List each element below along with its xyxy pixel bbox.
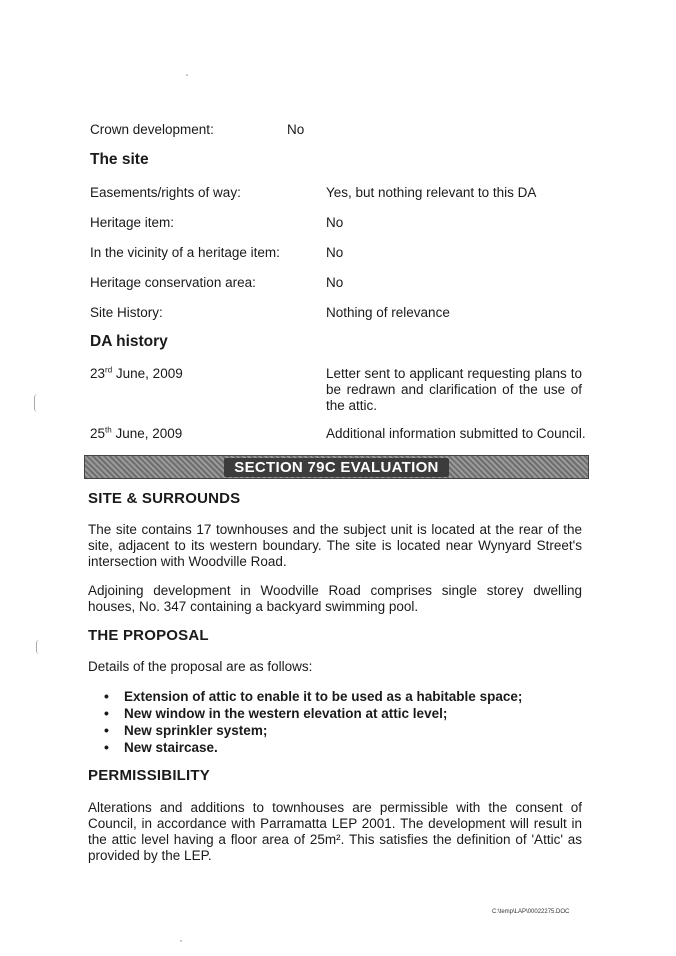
- da-history-value: Letter sent to applicant requesting plans to be redrawn and clarification of the use of the attic.: [326, 366, 582, 413]
- list-item: • New staircase.: [104, 739, 522, 756]
- list-item: • New window in the western elevation at attic level;: [104, 705, 522, 722]
- date-suffix: th: [105, 425, 112, 435]
- date-suffix: rd: [105, 365, 113, 375]
- permissibility-paragraph: Alterations and additions to townhouses are permissible with the consent of Council, in accordance with Parramatta LEP 2001. The development will result in the attic level having a floor area of 25m². This satisfies the definition of 'Attic' as provided by the LEP.: [88, 800, 582, 863]
- date-day: 23: [90, 366, 106, 381]
- section-banner: [84, 455, 589, 479]
- proposal-intro: Details of the proposal are as follows:: [88, 659, 313, 674]
- da-history-date: [90, 366, 183, 382]
- site-row-value: No: [326, 275, 344, 290]
- scan-speck: [186, 74, 188, 76]
- site-row-label: In the vicinity of a heritage item:: [90, 245, 280, 260]
- date-rest: June, 2009: [112, 366, 183, 381]
- scan-speck: [36, 640, 42, 654]
- site-heading: The site: [90, 151, 149, 168]
- date-rest: June, 2009: [111, 426, 183, 441]
- site-row-value: No: [326, 245, 344, 260]
- proposal-list: [104, 688, 522, 756]
- site-row-value: Yes, but nothing relevant to this DA: [326, 185, 537, 200]
- surrounds-heading: SITE & SURROUNDS: [88, 490, 241, 507]
- crown-value: No: [287, 122, 305, 137]
- site-row-label: Heritage conservation area:: [90, 275, 256, 290]
- site-row-label: Heritage item:: [90, 215, 175, 230]
- da-history-date: [90, 426, 182, 442]
- file-path-footer: C:\temp\LAP\00022275.DOC: [492, 909, 570, 915]
- site-row-label: Site History:: [90, 305, 163, 320]
- section-banner-title: SECTION 79C EVALUATION: [224, 458, 448, 477]
- crown-label: Crown development:: [90, 122, 214, 137]
- date-day: 25: [90, 426, 106, 441]
- scan-speck: [34, 394, 41, 412]
- site-row-value: No: [326, 215, 344, 230]
- list-item: • Extension of attic to enable it to be used as a habitable space;: [104, 688, 522, 705]
- scan-speck: [180, 940, 182, 942]
- list-item: • New sprinkler system;: [104, 722, 522, 739]
- da-history-value: Additional information submitted to Council.: [326, 426, 586, 441]
- site-row-label: Easements/rights of way:: [90, 185, 241, 200]
- da-history-heading: DA history: [90, 333, 168, 350]
- surrounds-paragraph: Adjoining development in Woodville Road comprises single storey dwelling houses, No. 347 containing a backyard swimming pool.: [88, 583, 582, 614]
- surrounds-paragraph: The site contains 17 townhouses and the subject unit is located at the rear of the site, adjacent to its western boundary. The site is located near Wynyard Street's intersection with Woodville Road.: [88, 522, 582, 569]
- permissibility-heading: PERMISSIBILITY: [88, 767, 210, 784]
- proposal-heading: THE PROPOSAL: [88, 627, 209, 644]
- site-row-value: Nothing of relevance: [326, 305, 450, 320]
